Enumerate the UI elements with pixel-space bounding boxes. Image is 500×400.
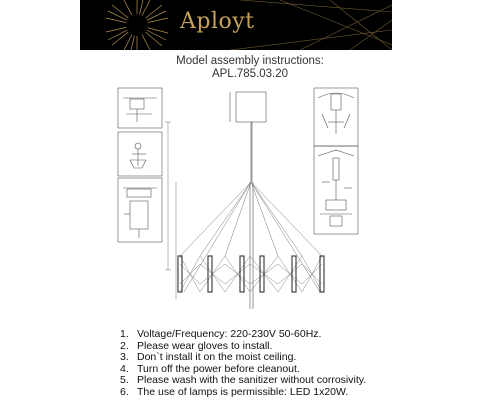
instruction-item: 3. Don`t install it on the moist ceiling. xyxy=(120,351,297,364)
assembly-drawing xyxy=(0,84,500,324)
instruction-item: 6. The use of lamps is permissible: LED 1x20W. xyxy=(120,385,349,398)
step-box-3 xyxy=(118,178,162,242)
instruction-item: 2. Please wear gloves to install. xyxy=(120,339,273,352)
step-box-1 xyxy=(118,88,162,128)
instructions-list xyxy=(120,329,366,399)
document-title xyxy=(0,55,500,81)
instruction-item: 5. Please wash with the sanitizer without corrosivity. xyxy=(120,374,367,387)
brand-logo: Aployt xyxy=(180,9,255,34)
canopy xyxy=(236,92,266,122)
header-banner xyxy=(80,0,392,50)
instruction-item: 4. Turn off the power before cleanout. xyxy=(120,362,300,375)
title-line-1: Model assembly instructions: xyxy=(176,55,324,67)
instruction-item: 1. Voltage/Frequency: 220-230V 50-60Hz. xyxy=(120,328,322,340)
model-number: APL.785.03.20 xyxy=(211,68,289,80)
